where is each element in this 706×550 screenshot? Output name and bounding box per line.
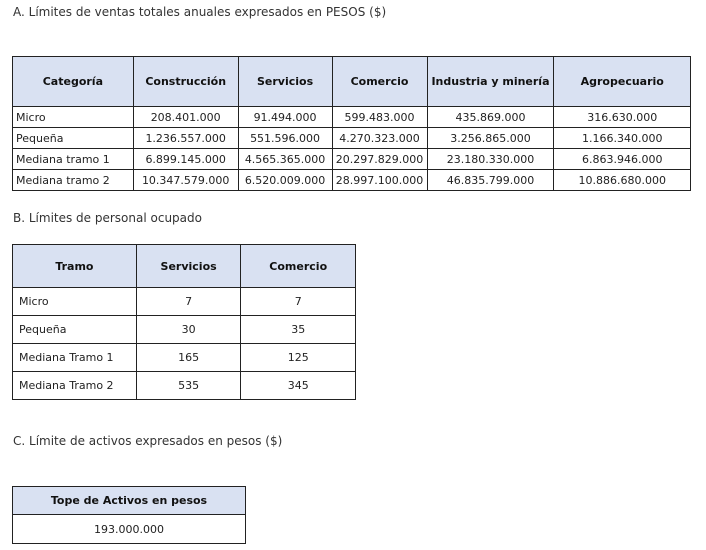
table-cell: 10.347.579.000 [133, 170, 238, 191]
table-cell: 10.886.680.000 [554, 170, 691, 191]
table-cell: 345 [241, 372, 356, 400]
table-cell: 165 [136, 344, 241, 372]
section-a-title: A. Límites de ventas totales anuales expresados en PESOS ($) [13, 5, 387, 19]
column-header: Agropecuario [554, 57, 691, 107]
table-cell: 91.494.000 [238, 107, 332, 128]
section-b-title: B. Límites de personal ocupado [13, 211, 202, 225]
table-header-row [13, 245, 356, 288]
table-cell: 193.000.000 [13, 515, 246, 544]
table-header-row [13, 57, 691, 107]
table-cell: Pequeña [13, 128, 134, 149]
column-header: Servicios [238, 57, 332, 107]
table-row [13, 344, 356, 372]
table-cell: Micro [13, 288, 137, 316]
column-header: Comercio [332, 57, 427, 107]
table-cell: Mediana Tramo 1 [13, 344, 137, 372]
table-cell: Mediana Tramo 2 [13, 372, 137, 400]
table-cell: 28.997.100.000 [332, 170, 427, 191]
table-cell: Pequeña [13, 316, 137, 344]
table-row [13, 107, 691, 128]
table-row [13, 316, 356, 344]
column-header: Tramo [13, 245, 137, 288]
table-cell: 208.401.000 [133, 107, 238, 128]
table-cell: 551.596.000 [238, 128, 332, 149]
column-header: Industria y minería [427, 57, 554, 107]
table-header-row [13, 487, 246, 515]
table-cell: 3.256.865.000 [427, 128, 554, 149]
section-c-title: C. Límite de activos expresados en pesos ($) [13, 434, 283, 448]
asset-limit-table [12, 486, 246, 544]
table-row [13, 149, 691, 170]
table-cell: 125 [241, 344, 356, 372]
table-cell: Mediana tramo 1 [13, 149, 134, 170]
sales-limits-table [12, 56, 691, 191]
table-cell: 6.899.145.000 [133, 149, 238, 170]
table-cell: 30 [136, 316, 241, 344]
column-header: Construcción [133, 57, 238, 107]
table-cell: 435.869.000 [427, 107, 554, 128]
table-row [13, 372, 356, 400]
table-cell: 23.180.330.000 [427, 149, 554, 170]
column-header: Categoría [13, 57, 134, 107]
table-cell: 1.236.557.000 [133, 128, 238, 149]
table-row [13, 128, 691, 149]
table-cell: 7 [136, 288, 241, 316]
table-cell: Micro [13, 107, 134, 128]
table-cell: 46.835.799.000 [427, 170, 554, 191]
table-cell: 599.483.000 [332, 107, 427, 128]
table-cell: Mediana tramo 2 [13, 170, 134, 191]
table-cell: 4.565.365.000 [238, 149, 332, 170]
table-cell: 1.166.340.000 [554, 128, 691, 149]
table-cell: 316.630.000 [554, 107, 691, 128]
personnel-limits-table [12, 244, 356, 400]
table-row [13, 170, 691, 191]
table-row [13, 288, 356, 316]
table-cell: 4.270.323.000 [332, 128, 427, 149]
table-cell: 535 [136, 372, 241, 400]
table-cell: 6.520.009.000 [238, 170, 332, 191]
column-header: Tope de Activos en pesos [13, 487, 246, 515]
table-cell: 20.297.829.000 [332, 149, 427, 170]
table-row [13, 515, 246, 544]
column-header: Comercio [241, 245, 356, 288]
table-cell: 35 [241, 316, 356, 344]
table-cell: 7 [241, 288, 356, 316]
table-cell: 6.863.946.000 [554, 149, 691, 170]
column-header: Servicios [136, 245, 241, 288]
